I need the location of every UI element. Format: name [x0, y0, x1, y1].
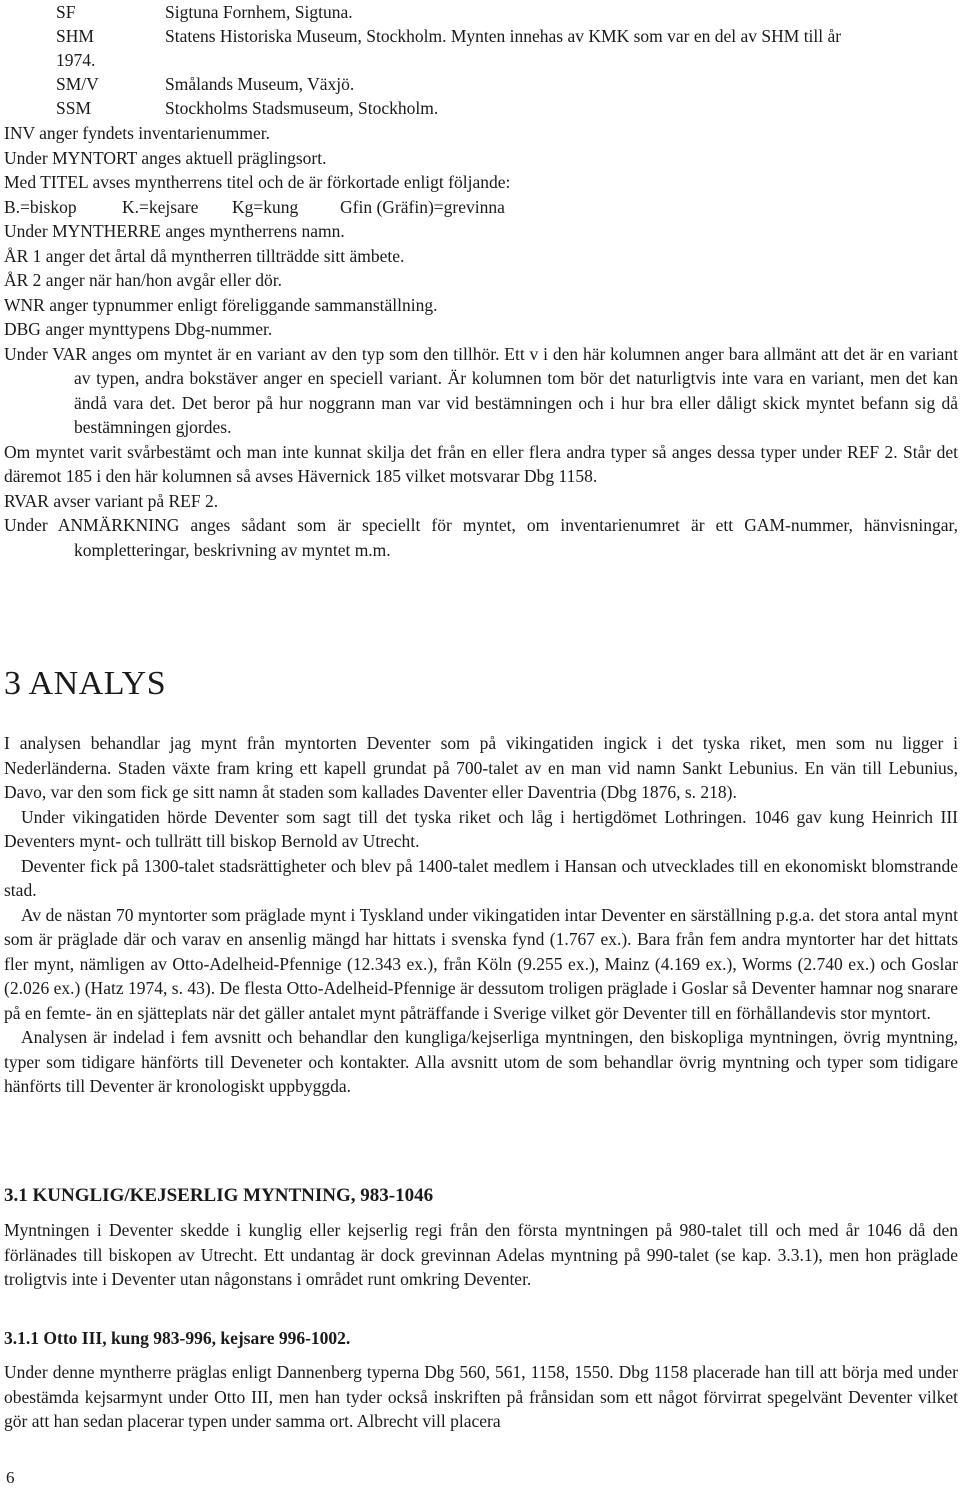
title-kejsare: K.=kejsare	[122, 196, 199, 217]
abbreviation-key: SF	[56, 2, 76, 22]
paragraph: Under vikingatiden hörde Deventer som sagt till det tyska riket och låg i hertigdömet Lothringen. 1046 gav kung Heinrich III Deventers mynt- och tullrätt till biskop Bernold av Utrecht.	[4, 806, 958, 851]
definition-var: Under VAR anges om myntet är en variant av den typ som den tillhör. Ett v i den här kolumnen anger bara allmänt att det är en variant av typen, andra bokstäver anger en speciell variant. Är kolumnen tom bör det naturligtvis inte vara en variant, men det kan ändå vara det. Det beror på hur noggrann man var vid bestämningen och i hur bra eller dåligt skick myntet befann sig då bestämningen gjordes.	[4, 343, 958, 437]
definition-titel: Med TITEL avses myntherrens titel och de är förkortade enligt följande:	[4, 172, 511, 192]
abbreviation-row	[4, 0, 958, 24]
abbreviation-row	[4, 24, 958, 48]
title-kung: Kg=kung	[232, 196, 299, 217]
abbreviation-key: SSM	[56, 98, 92, 118]
paragraph: I analysen behandlar jag mynt från myntorten Deventer som på vikingatiden ingick i det tyska riket, men som nu ligger i Nederländerna. Staden växte fram kring ett kapell grundat på 700-talet av en man vid namn Sankt Lebunius. En vän till Lebunius, Davo, var den som fick ge sitt namn åt staden som kallades Daventer eller Daventria (Dbg 1876, s. 218).	[4, 733, 958, 802]
column-definitions	[4, 121, 958, 562]
abbreviation-row	[4, 96, 958, 120]
abbreviation-value: Smålands Museum, Växjö.	[165, 74, 355, 94]
title-biskop: B.=biskop	[4, 196, 77, 217]
section-3-1-1	[4, 1328, 958, 1434]
abbreviation-key: SM/V	[56, 74, 99, 94]
abbreviation-row	[4, 72, 958, 96]
section-analys-body	[4, 731, 958, 1099]
abbreviation-key: 1974.	[56, 50, 96, 70]
abbreviation-row	[4, 48, 958, 72]
paragraph: Av de nästan 70 myntorter som präglade mynt i Tyskland under vikingatiden intar Deventer en särställning p.g.a. det stora antal mynt som är präglade där och varav en ansenlig mängd har hittats i svenska fynd (1.767 ex.). Bara från fem andra myntorter har det hittats fler mynt, nämligen av Otto-Adelheid-Pfennige (12.343 ex.), från Köln (9.255 ex.), Mainz (4.169 ex.), Worms (2.740 ex.) och Goslar (2.026 ex.) (Hatz 1974, s. 43). De flesta Otto-Adelheid-Pfennige är dessutom troligen präglade i Goslar så Deventer hamnar nog snarare på en femte- än en sjätteplats när det gäller antalet mynt påträffande i Sverige vilket gör Deventer till en förhållandevis stor myntort.	[4, 904, 958, 1023]
definition-inv: INV anger fyndets inventarienummer.	[4, 123, 270, 143]
abbreviation-value: Sigtuna Fornhem, Sigtuna.	[165, 2, 353, 22]
page-number: 6	[6, 1468, 15, 1487]
definition-myntherre: Under MYNTHERRE anges myntherrens namn.	[4, 221, 345, 241]
section-3-1	[4, 1185, 958, 1292]
title-abbreviations	[4, 195, 958, 220]
abbreviation-value: Stockholms Stadsmuseum, Stockholm.	[165, 98, 439, 118]
paragraph: Deventer fick på 1300-talet stadsrättigheter och blev på 1400-talet medlem i Hansan och utvecklades till en ekonomiskt blomstrande stad.	[4, 855, 958, 900]
definition-ref2: Om myntet varit svårbestämt och man inte kunnat skilja det från en eller flera andra typer så anges dessa typer under REF 2. Står det däremot 185 i den här kolumnen så avses Hävernick 185 vilket motsvarar Dbg 1158.	[4, 441, 958, 486]
section-heading-3-1-1: 3.1.1 Otto III, kung 983-996, kejsare 996-1002.	[4, 1328, 351, 1348]
section-heading-analys: 3 ANALYS	[4, 665, 167, 702]
abbreviation-list	[4, 0, 958, 120]
title-grevinna: Gfin (Gräfin)=grevinna	[340, 196, 505, 217]
abbreviation-value: Statens Historiska Museum, Stockholm. Mynten innehas av KMK som var en del av SHM till år	[165, 26, 842, 46]
definition-dbg: DBG anger mynttypens Dbg-nummer.	[4, 319, 273, 339]
section-heading-3-1: 3.1 KUNGLIG/KEJSERLIG MYNTNING, 983-1046	[4, 1185, 434, 1206]
paragraph: Under denne myntherre präglas enligt Dannenberg typerna Dbg 560, 561, 1158, 1550. Dbg 1158 placerade han till att börja med under obestämda kejsarmynt under Otto III, men han tyder också inskriften på frånsidan som ett något förvirrat spegelvänt Deventer vilket gör att han sedan placerar typen under samma ort. Albrecht vill placera	[4, 1362, 958, 1431]
definition-wnr: WNR anger typnummer enligt föreliggande sammanställning.	[4, 294, 438, 315]
definition-myntort: Under MYNTORT anges aktuell präglingsort.	[4, 147, 327, 168]
definition-anmarkning: Under ANMÄRKNING anges sådant som är speciellt för myntet, om inventarienumret är ett GAM-nummer, hänvisningar, kompletteringar, beskrivning av myntet m.m.	[4, 515, 958, 560]
abbreviation-key: SHM	[56, 26, 94, 46]
paragraph: Myntningen i Deventer skedde i kunglig eller kejserlig regi från den första myntningen på 980-talet till och med år 1046 då den förlänades till biskopen av Utrecht. Ett undantag är dock grevinnan Adelas myntning på 990-talet (se kap. 3.3.1), men hon präglade troligtvis inte i Deventer utan någonstans i området runt omkring Deventer.	[4, 1220, 958, 1289]
definition-ar2: ÅR 2 anger när han/hon avgår eller dör.	[4, 270, 282, 290]
definition-rvar: RVAR avser variant på REF 2.	[4, 490, 219, 511]
paragraph: Analysen är indelad i fem avsnitt och behandlar den kungliga/kejserliga myntningen, den biskopliga myntningen, övrig myntning, typer som tidigare hänförts till Deveneter och kontakter. Alla avsnitt utom de som behandlar övrig myntning och typer som tidigare hänförts till Deventer är kronologiskt uppbyggda.	[4, 1027, 958, 1096]
definition-ar1: ÅR 1 anger det årtal då myntherren tillträdde sitt ämbete.	[4, 245, 405, 266]
